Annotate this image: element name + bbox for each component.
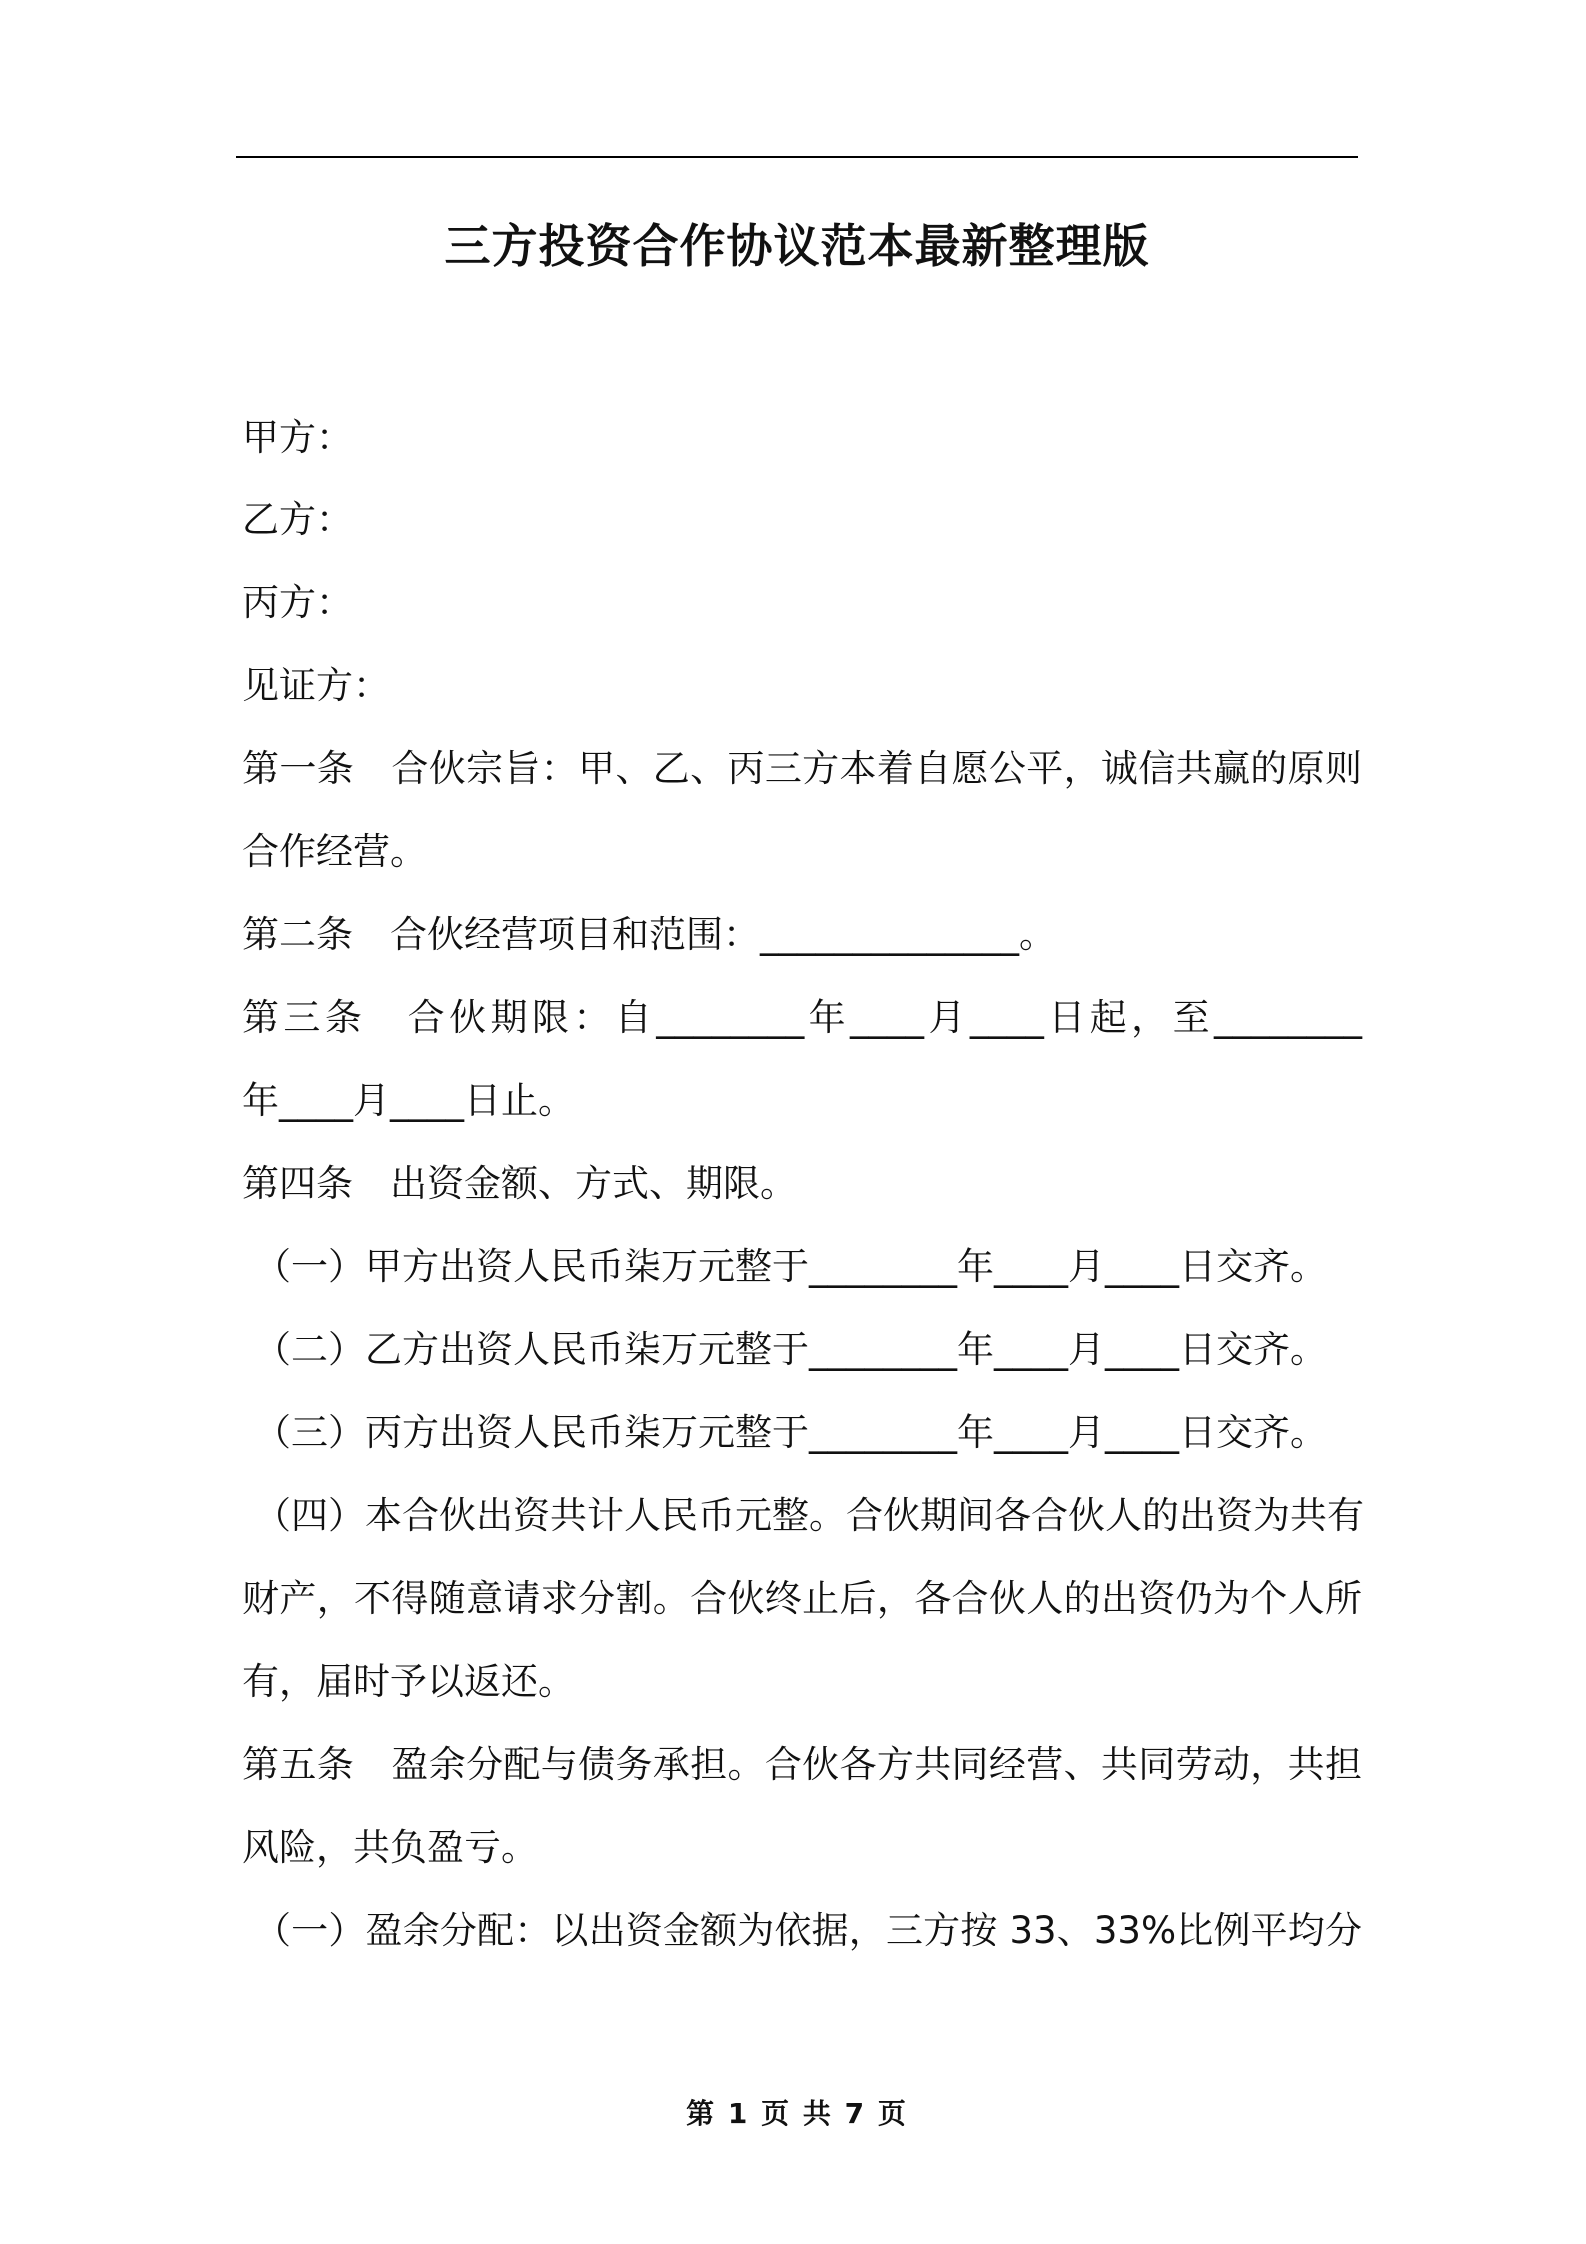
article-4-item-4-line-3: 有，届时予以返还。 [242, 1660, 575, 1703]
article-4-item-3: （三）丙方出资人民币柒万元整于________年____月____日交齐。 [254, 1411, 1327, 1454]
witness-line: 见证方： [242, 664, 390, 707]
party-a-line: 甲方： [242, 416, 353, 459]
article-1-line-2: 合作经营。 [242, 830, 427, 873]
page-number-footer: 第 1 页 共 7 页 [686, 2097, 908, 2130]
article-5-line-2: 风险，共负盈亏。 [242, 1826, 538, 1869]
article-4-item-4-line-1: （四）本合伙出资共计人民币元整。合伙期间各合伙人的出资为共有 [254, 1494, 1364, 1537]
article-4-item-1: （一）甲方出资人民币柒万元整于________年____月____日交齐。 [254, 1245, 1327, 1288]
article-5-item-1-line-1: （一）盈余分配：以出资金额为依据，三方按 33、33%比例平均分 [254, 1909, 1362, 1952]
article-2-line: 第二条 合伙经营项目和范围：______________。 [242, 913, 1056, 956]
article-4-item-2: （二）乙方出资人民币柒万元整于________年____月____日交齐。 [254, 1328, 1327, 1371]
article-5-line-1: 第五条 盈余分配与债务承担。合伙各方共同经营、共同劳动，共担 [242, 1743, 1362, 1786]
article-3-line-1: 第三条 合伙期限：自________年____月____日起，至________ [242, 996, 1362, 1039]
article-3-line-2: 年____月____日止。 [242, 1079, 575, 1122]
party-b-line: 乙方： [242, 498, 353, 541]
article-1-line-1: 第一条 合伙宗旨：甲、乙、丙三方本着自愿公平，诚信共赢的原则 [242, 747, 1362, 790]
document-title: 三方投资合作协议范本最新整理版 [444, 219, 1150, 273]
article-4-heading: 第四条 出资金额、方式、期限。 [242, 1162, 797, 1205]
article-4-item-4-line-2: 财产，不得随意请求分割。合伙终止后，各合伙人的出资仍为个人所 [242, 1577, 1362, 1620]
header-rule [236, 156, 1358, 158]
party-c-line: 丙方： [242, 581, 353, 624]
